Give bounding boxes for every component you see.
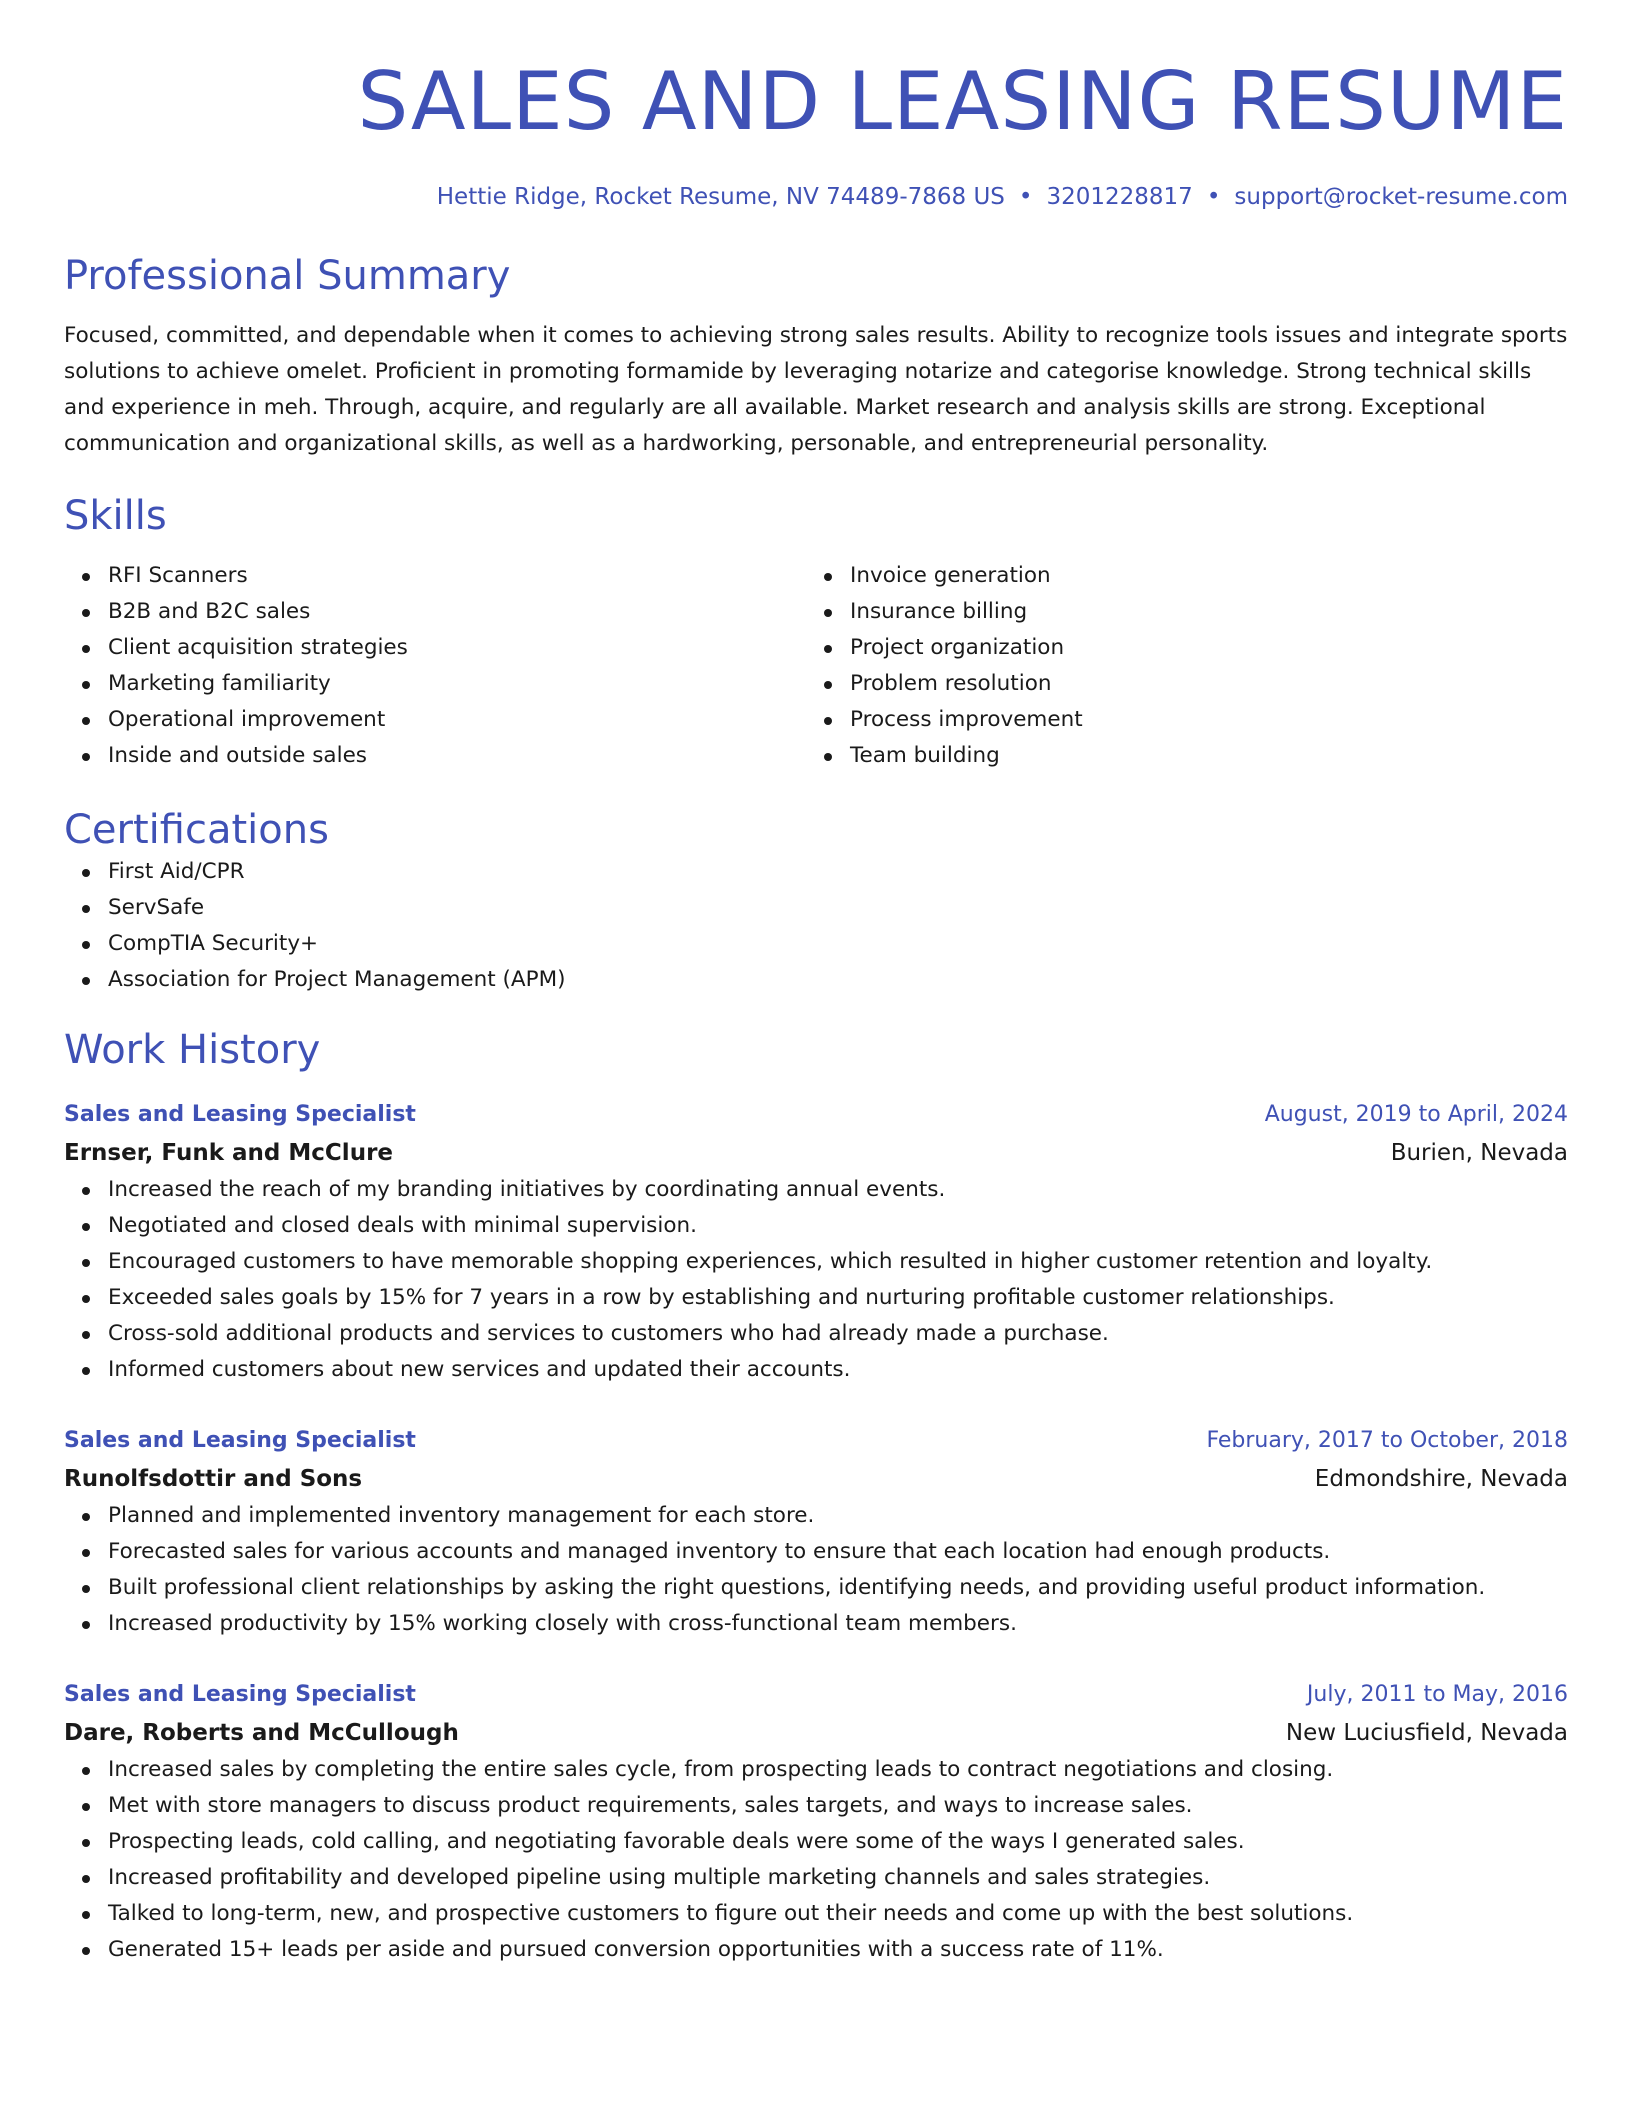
contact-phone: 3201228817 [1046, 184, 1193, 210]
certification-item: ServSafe [64, 890, 1568, 926]
resume-title: SALES AND LEASING RESUME [357, 55, 1568, 148]
contact-separator: • [1206, 184, 1221, 210]
summary-text: Focused, committed, and dependable when it comes to achieving strong sales results. Ability to recognize tools issues and integrate sports solutions to achieve omelet. Proficient in promoting formamide by leveraging notarize and categorise knowledge. Strong technical skills and experience in meh. Through, acquire, and regularly are all available. Market research and analysis skills are strong. Exceptional communication and organizational skills, as well as a hardworking, personable, and entrepreneurial personality. [64, 322, 1568, 456]
job-bullet: Planned and implemented inventory management for each store. [64, 1498, 1568, 1534]
skill-item: Insurance billing [806, 594, 1548, 630]
job-bullet: Forecasted sales for various accounts and managed inventory to ensure that each location had enough products. [64, 1534, 1568, 1570]
job-dates: August, 2019 to April, 2024 [1264, 1101, 1568, 1127]
job-bullet: Exceeded sales goals by 15% for 7 years in a row by establishing and nurturing profitable customer relationships. [64, 1280, 1568, 1316]
skill-item: Operational improvement [64, 702, 806, 738]
work-history-heading: Work History [64, 1026, 321, 1073]
job-bullet: Increased productivity by 15% working closely with cross-functional team members. [64, 1606, 1568, 1642]
job-entry [64, 1676, 1568, 1968]
certification-item: First Aid/CPR [64, 854, 1568, 890]
job-dates: July, 2011 to May, 2016 [1306, 1681, 1568, 1707]
job-location: Burien, Nevada [1390, 1139, 1568, 1166]
skill-item: Problem resolution [806, 666, 1548, 702]
job-company-row [64, 1134, 1568, 1172]
job-bullet: Negotiated and closed deals with minimal supervision. [64, 1208, 1568, 1244]
job-bullet-list [64, 1172, 1568, 1388]
job-company-row [64, 1714, 1568, 1752]
skill-item: RFI Scanners [64, 558, 806, 594]
job-bullet: Encouraged customers to have memorable shopping experiences, which resulted in higher customer retention and loyalty. [64, 1244, 1568, 1280]
job-bullet: Prospecting leads, cold calling, and negotiating favorable deals were some of the ways I generated sales. [64, 1824, 1568, 1860]
skill-item: Marketing familiarity [64, 666, 806, 702]
job-title: Sales and Leasing Specialist [64, 1427, 416, 1453]
certification-item: Association for Project Management (APM) [64, 962, 1568, 998]
job-title: Sales and Leasing Specialist [64, 1101, 416, 1127]
job-bullet: Increased profitability and developed pipeline using multiple marketing channels and sales strategies. [64, 1860, 1568, 1896]
skills-column-left [64, 558, 806, 774]
job-company: Ernser, Funk and McClure [64, 1139, 394, 1166]
summary-heading: Professional Summary [64, 252, 511, 299]
job-title: Sales and Leasing Specialist [64, 1681, 416, 1707]
job-entry [64, 1422, 1568, 1642]
contact-separator: • [1018, 184, 1033, 210]
certifications-heading: Certifications [64, 806, 329, 853]
job-bullet: Cross-sold additional products and services to customers who had already made a purchase. [64, 1316, 1568, 1352]
job-bullet: Built professional client relationships by asking the right questions, identifying needs, and providing useful product information. [64, 1570, 1568, 1606]
certifications-list [64, 854, 1568, 998]
job-company: Runolfsdottir and Sons [64, 1465, 363, 1492]
contact-email: support@rocket-resume.com [1234, 184, 1568, 210]
job-bullet: Met with store managers to discuss product requirements, sales targets, and ways to increase sales. [64, 1788, 1568, 1824]
job-title-row [64, 1422, 1568, 1460]
job-bullet-list [64, 1752, 1568, 1968]
skill-item: Client acquisition strategies [64, 630, 806, 666]
skills-heading: Skills [64, 492, 167, 539]
job-bullet: Informed customers about new services and updated their accounts. [64, 1352, 1568, 1388]
job-bullet: Generated 15+ leads per aside and pursued conversion opportunities with a success rate of 11%. [64, 1932, 1568, 1968]
skills-list-left [64, 558, 806, 774]
skills-grid [64, 558, 1568, 774]
job-location: New Luciusfield, Nevada [1285, 1719, 1568, 1746]
skill-item: Inside and outside sales [64, 738, 806, 774]
skill-item: Project organization [806, 630, 1548, 666]
skills-column-right [806, 558, 1548, 774]
job-company: Dare, Roberts and McCullough [64, 1719, 459, 1746]
job-company-row [64, 1460, 1568, 1498]
job-title-row [64, 1096, 1568, 1134]
job-bullet: Talked to long-term, new, and prospective customers to figure out their needs and come up with the best solutions. [64, 1896, 1568, 1932]
job-entry [64, 1096, 1568, 1388]
skill-item: B2B and B2C sales [64, 594, 806, 630]
job-location: Edmondshire, Nevada [1314, 1465, 1568, 1492]
job-bullet: Increased sales by completing the entire sales cycle, from prospecting leads to contract negotiations and closing. [64, 1752, 1568, 1788]
job-dates: February, 2017 to October, 2018 [1206, 1427, 1568, 1453]
skill-item: Process improvement [806, 702, 1548, 738]
skill-item: Team building [806, 738, 1548, 774]
skill-item: Invoice generation [806, 558, 1548, 594]
job-bullet-list [64, 1498, 1568, 1642]
contact-line [64, 184, 1568, 212]
job-title-row [64, 1676, 1568, 1714]
certification-item: CompTIA Security+ [64, 926, 1568, 962]
skills-list-right [806, 558, 1548, 774]
job-bullet: Increased the reach of my branding initiatives by coordinating annual events. [64, 1172, 1568, 1208]
resume-page [64, 0, 1568, 1968]
contact-address: Hettie Ridge, Rocket Resume, NV 74489-7868 US [436, 184, 1005, 210]
